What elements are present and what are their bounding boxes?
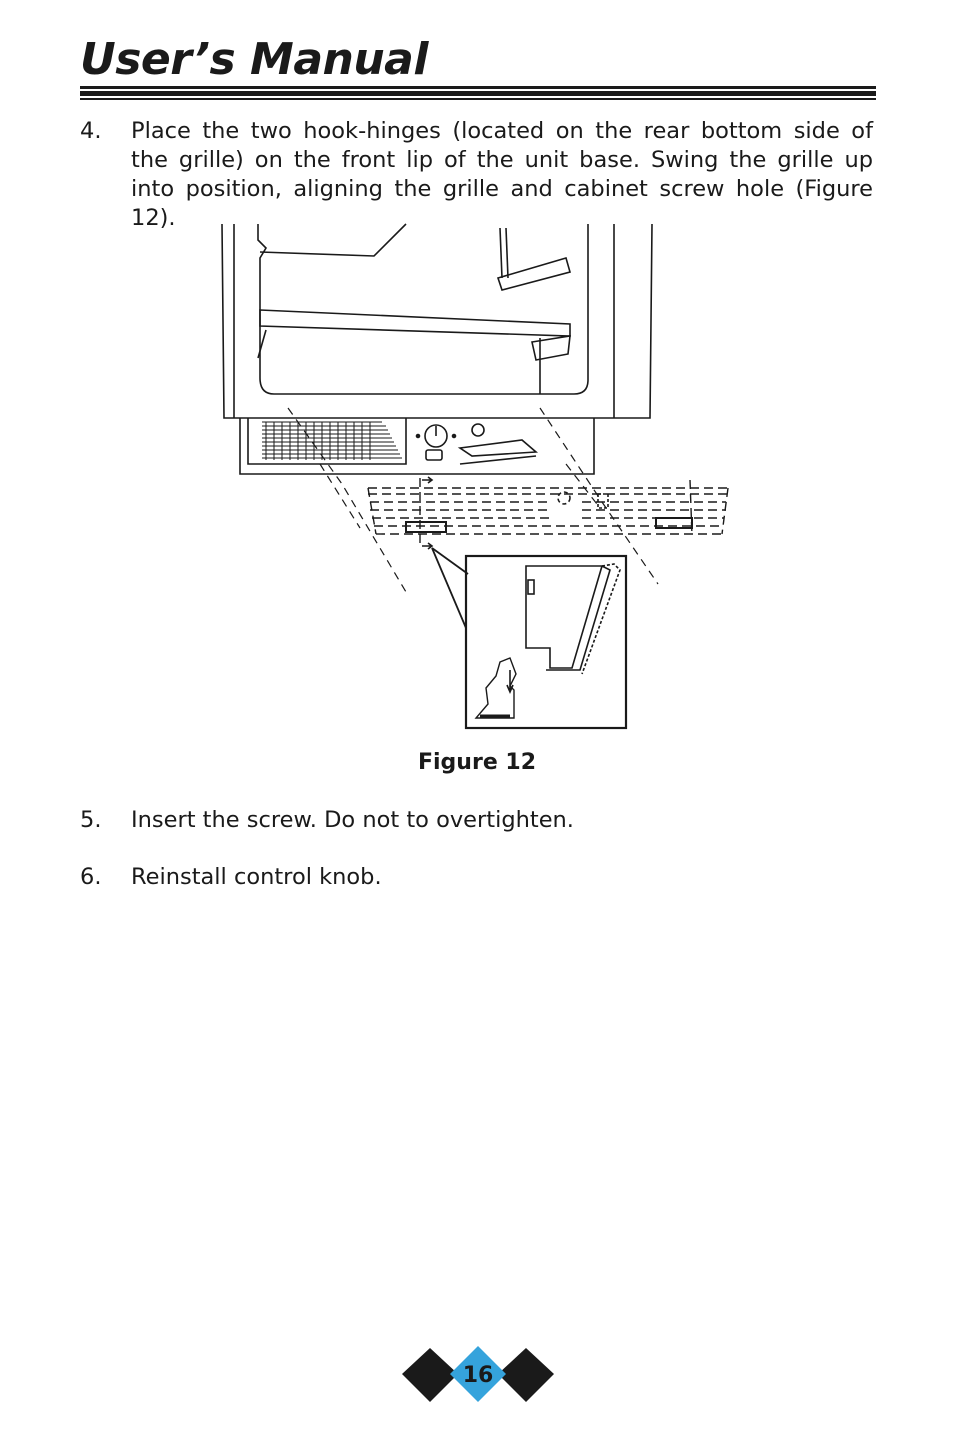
header-rule-thin [80, 86, 876, 89]
step-text: Place the two hook-hinges (located on the rear bottom side of the grille) on the front lip of the unit base. Swing the grille up into position, aligning the grille and cabinet screw hole (Figure 12). [131, 118, 873, 231]
alignment-guides [288, 408, 658, 592]
page-number: 16 [462, 1363, 494, 1388]
figure-caption: Figure 12 [417, 750, 537, 775]
step-number: 4. [80, 118, 102, 144]
header-rule-thick [80, 91, 876, 96]
grille-dashed [368, 478, 728, 548]
step-text: Insert the screw. Do not to overtighten. [131, 807, 574, 833]
page-title: User’s Manual [80, 34, 428, 85]
step-4 [80, 117, 880, 233]
hinge-detail-inset [466, 556, 626, 728]
step-number: 5. [80, 807, 102, 833]
step-text: Reinstall control knob. [131, 864, 382, 890]
left-diamond-icon [402, 1348, 458, 1402]
step-5 [80, 806, 880, 835]
step-6 [80, 863, 880, 892]
grille-installation-figure [210, 218, 740, 734]
right-diamond-icon [498, 1348, 554, 1402]
step-number: 6. [80, 864, 102, 890]
cabinet-drawing [222, 224, 652, 474]
page-number-badge [400, 1346, 556, 1406]
header-rule-bottom [80, 98, 876, 100]
